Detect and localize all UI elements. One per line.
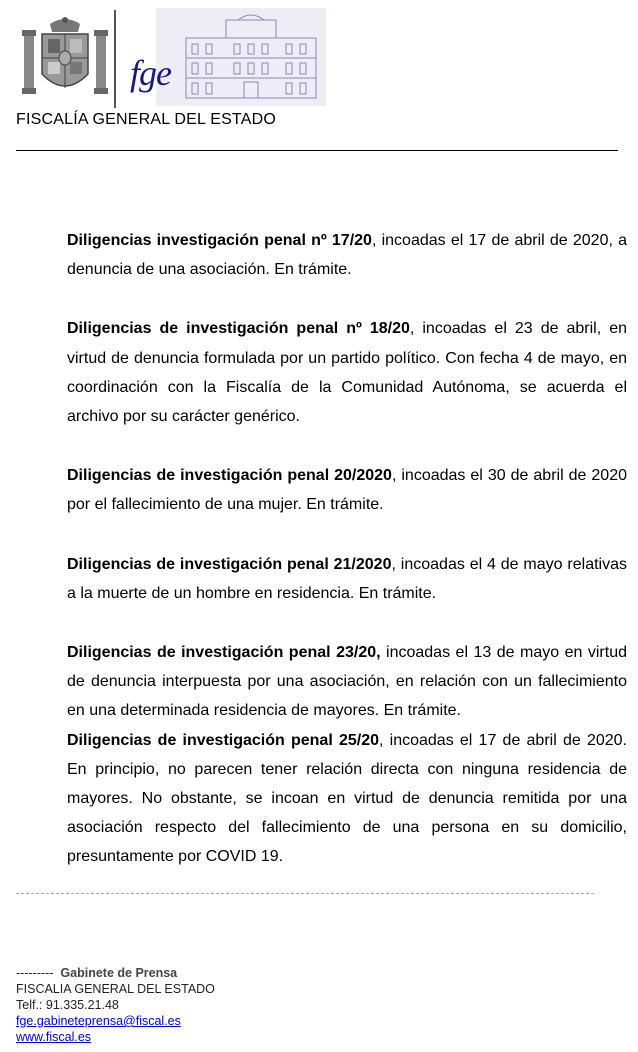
list-item [67,550,627,608]
email-link[interactable]: fge.gabineteprensa@fiscal.es [16,1014,181,1028]
org-title: FISCALÍA GENERAL DEL ESTADO [16,111,276,128]
list-item [67,638,627,726]
item-text: , incoadas el 4 de mayo relativas a la muerte de un hombre en residencia. En trámite. [67,555,628,602]
fge-logo-text: fge [130,53,171,93]
item-text: , incoadas el 17 de abril de 2020, a denuncia de una asociación. En trámite. [67,232,628,279]
list-item [67,726,627,872]
item-heading: Diligencias investigación penal nº 17/20 [67,232,372,249]
footer-org: FISCALIA GENERAL DEL ESTADO [16,982,215,996]
item-text: incoadas el 13 de mayo en virtud de denuncia interpuesta por una asociación, en relación con un fallecimiento en una determinada residencia de mayores. En trámite. [67,644,627,720]
item-heading: Diligencias de investigación penal 20/2020 [67,467,392,485]
item-heading: Diligencias de investigación penal 21/2020 [67,555,392,573]
footer-phone: Telf.: 91.335.21.48 [16,998,119,1012]
list-item [67,314,627,431]
item-heading: Diligencias de investigación penal 25/20 [67,731,380,749]
page-header [0,0,638,160]
item-text: , incoadas el 23 de abril, en virtud de denuncia formulada por un partido político. Con fecha 4 de mayo, en coordinación con la Fiscalía de la Comunidad Autónoma, se acuerda el archivo por su carácter genérico. [67,320,627,426]
item-text: , incoadas el 17 de abril de 2020. En principio, no parecen tener relación directa con ninguna residencia de mayores. No obstante, se incoan en virtud de denuncia remitida por una asociación respecto del fallecimiento de una persona en su domicilio, presuntamente por COVID 19. [67,731,627,866]
footer-divider [16,893,594,894]
list-item [67,461,627,519]
press-office-title: Gabinete de Prensa [60,966,178,980]
press-contact [16,965,215,1045]
website-link[interactable]: www.fiscal.es [16,1030,92,1044]
footer-dashes: --------- [16,966,54,980]
item-heading: Diligencias de investigación penal 23/20, [67,644,381,662]
item-text: , incoadas el 30 de abril de 2020 por el fallecimiento de una mujer. En trámite. [67,467,627,514]
list-item [67,226,627,284]
coat-of-arms-icon [22,14,108,102]
building-image [156,8,326,106]
header-rule [16,150,618,151]
item-heading: Diligencias de investigación penal nº 18/20 [67,320,410,338]
diligencias-list [67,226,627,872]
header-divider [114,10,116,108]
footer-title-line [16,965,215,981]
